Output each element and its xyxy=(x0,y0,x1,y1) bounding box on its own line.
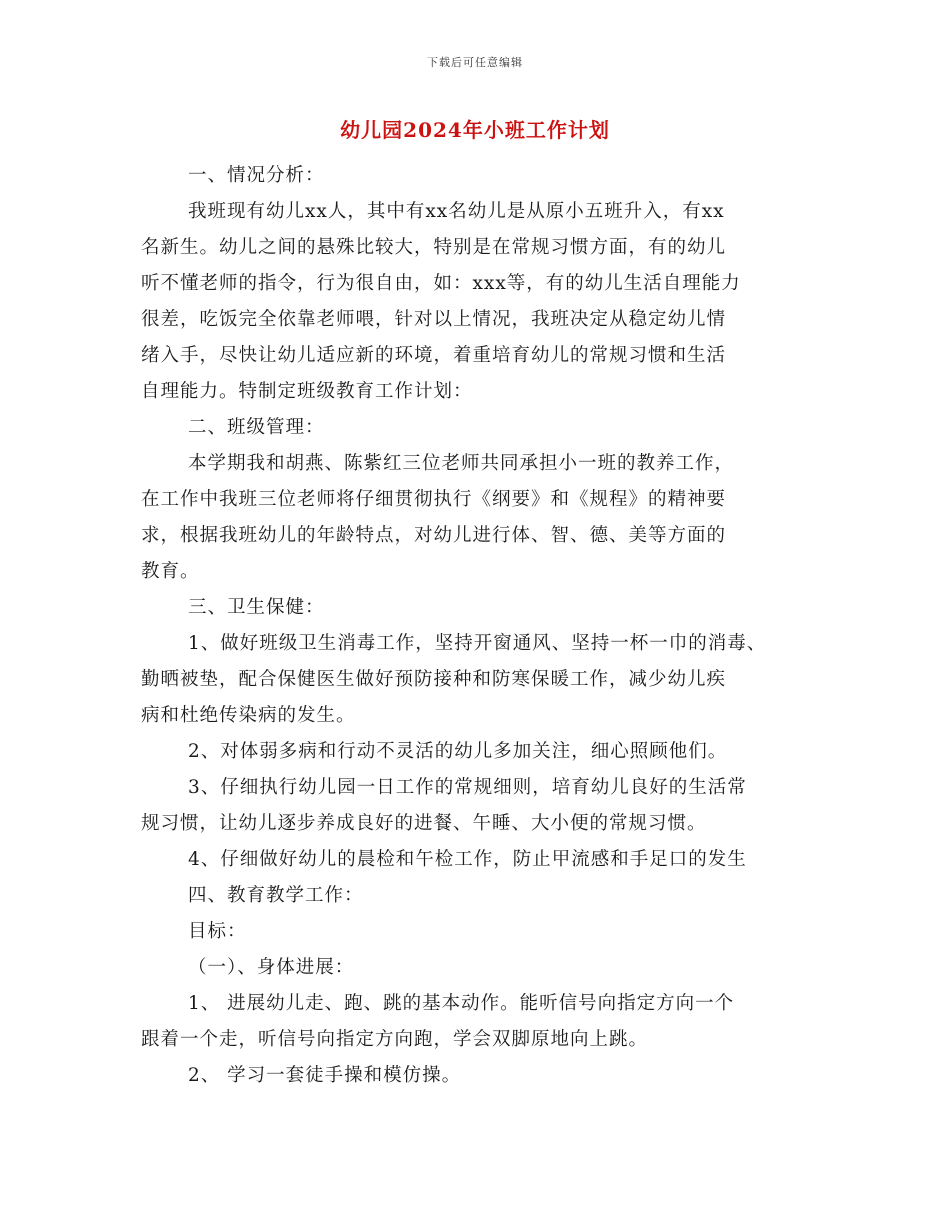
document-title: 幼儿园2024年小班工作计划 xyxy=(340,118,610,142)
paragraph-line: 跟着一个走，听信号向指定方向跑，学会双脚原地向上跳。 xyxy=(141,1029,649,1050)
paragraph-line: 4、仔细做好幼儿的晨检和午检工作，防止甲流感和手足口的发生 xyxy=(188,849,747,870)
paragraph-line: 自理能力。特制定班级教育工作计划： xyxy=(141,381,473,402)
paragraph-line: 很差，吃饭完全依靠老师喂，针对以上情况，我班决定从稳定幼儿情 xyxy=(141,309,727,330)
paragraph-line: 听不懂老师的指令，行为很自由，如：xxx等，有的幼儿生活自理能力 xyxy=(141,273,741,294)
paragraph-line: 1、 进展幼儿走、跑、跳的基本动作。能听信号向指定方向一个 xyxy=(188,993,735,1014)
paragraph-line: 在工作中我班三位老师将仔细贯彻执行《纲要》和《规程》的精神要 xyxy=(141,489,727,510)
paragraph-line: 勤晒被垫，配合保健医生做好预防接种和防寒保暖工作，减少幼儿疾 xyxy=(141,669,727,690)
section-heading: 四、教育教学工作： xyxy=(188,885,364,906)
paragraph-line: 求，根据我班幼儿的年龄特点，对幼儿进行体、智、德、美等方面的 xyxy=(141,525,727,546)
header-note: 下载后可任意编辑 xyxy=(427,56,523,69)
paragraph-line: 教育。 xyxy=(141,561,200,582)
paragraph-line: 本学期我和胡燕、陈紫红三位老师共同承担小一班的教养工作， xyxy=(188,453,735,474)
section-heading: 二、班级管理： xyxy=(188,417,325,438)
paragraph-line: 1、做好班级卫生消毒工作，坚持开窗通风、坚持一杯一巾的消毒、 xyxy=(188,633,767,654)
section-heading: 一、情况分析： xyxy=(188,165,325,186)
paragraph-line: 病和杜绝传染病的发生。 xyxy=(141,705,356,726)
subheading: 目标： xyxy=(188,921,247,942)
section-heading: 三、卫生保健： xyxy=(188,597,325,618)
paragraph-line: 3、仔细执行幼儿园一日工作的常规细则，培育幼儿良好的生活常 xyxy=(188,777,747,798)
paragraph-line: 2、 学习一套徒手操和模仿操。 xyxy=(188,1065,462,1086)
paragraph-line: 绪入手，尽快让幼儿适应新的环境，着重培育幼儿的常规习惯和生活 xyxy=(141,345,727,366)
subheading: （一）、身体进展： xyxy=(188,957,355,978)
paragraph-line: 名新生。幼儿之间的悬殊比较大，特别是在常规习惯方面，有的幼儿 xyxy=(141,237,727,258)
paragraph-line: 2、对体弱多病和行动不灵活的幼儿多加关注，细心照顾他们。 xyxy=(188,741,728,762)
paragraph-line: 规习惯，让幼儿逐步养成良好的进餐、午睡、大小便的常规习惯。 xyxy=(141,813,707,834)
paragraph-line: 我班现有幼儿xx人，其中有xx名幼儿是从原小五班升入，有xx xyxy=(188,201,725,222)
